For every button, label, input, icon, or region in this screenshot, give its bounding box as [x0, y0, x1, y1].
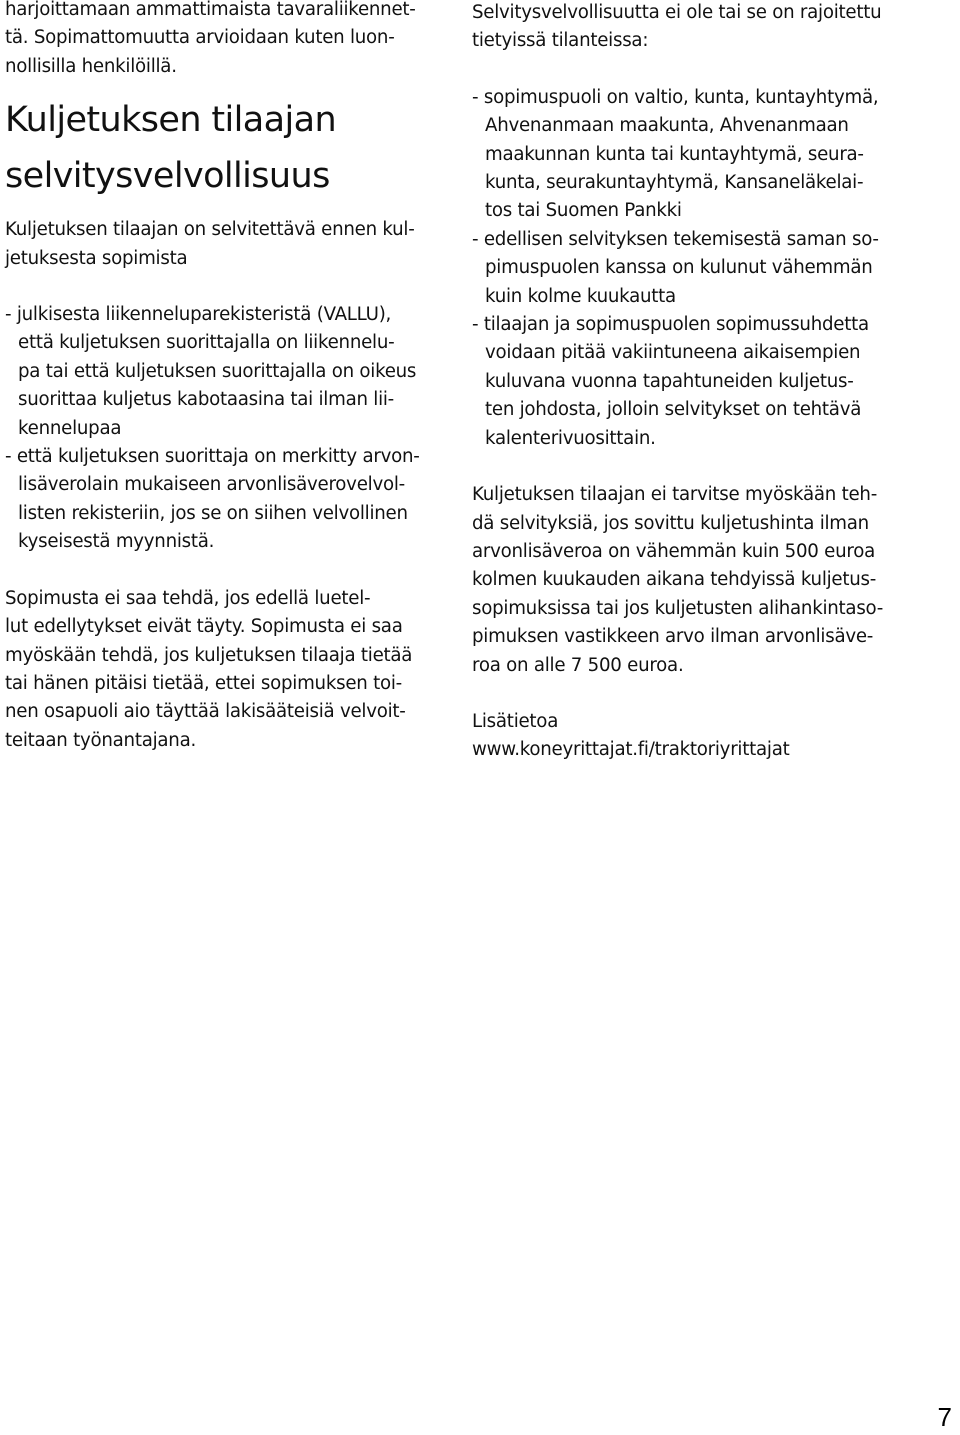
text-line: tai hänen pitäisi tietää, ettei sopimuksen toi-: [5, 672, 402, 694]
text-line: ten johdosta, jolloin selvitykset on tehtävä: [485, 399, 862, 421]
more-info-label: Lisätietoa: [472, 710, 559, 732]
text-line: Selvitysvelvollisuutta ei ole tai se on rajoitettu: [472, 2, 882, 23]
list-item: [5, 301, 445, 443]
text-line: tä. Sopimattomuutta arvioidaan kuten luon-: [5, 27, 395, 49]
text-line: sopimuksissa tai jos kuljetusten alihankintaso-: [472, 597, 884, 619]
right-column: [472, 0, 918, 765]
text-line: - sopimuspuoli on valtio, kunta, kuntayhtymä,: [472, 86, 879, 108]
text-line: arvonlisäveroa on vähemmän kuin 500 euroa: [472, 540, 875, 562]
list-item: [5, 443, 445, 557]
page-number: 7: [937, 1402, 952, 1432]
text-line: - julkisesta liikenneluparekisteristä (VALLU),: [5, 304, 392, 326]
left-column: [5, 0, 445, 755]
text-line: kolmen kuukauden aikana tehdyissä kuljetus-: [472, 569, 877, 591]
text-line: pimuspuolen kanssa on kulunut vähemmän: [485, 257, 873, 279]
text-line: jetuksesta sopimista: [5, 247, 188, 269]
text-line: maakunnan kunta tai kuntayhtymä, seura-: [485, 143, 864, 165]
text-line: - edellisen selvityksen tekemisestä saman so-: [472, 228, 879, 250]
text-line: dä selvityksiä, jos sovittu kuljetushinta ilman: [472, 512, 869, 534]
closing-paragraph: [5, 585, 445, 755]
text-line: teitaan työnantajana.: [5, 729, 197, 751]
text-line: Ahvenanmaan maakunta, Ahvenanmaan: [485, 115, 849, 137]
text-line: - että kuljetuksen suorittaja on merkitty arvon-: [5, 446, 420, 468]
text-line: kuin kolme kuukautta: [485, 285, 676, 307]
text-line: - tilaajan ja sopimuspuolen sopimussuhdetta: [472, 314, 869, 336]
text-line: suorittaa kuljetus kabotaasina tai ilman lii-: [18, 389, 394, 411]
text-line: lisäverolain mukaiseen arvonlisäverovelvol-: [18, 474, 405, 496]
text-line: kyseisestä myynnistä.: [18, 531, 215, 553]
text-line: kuluvana vuonna tapahtuneiden kuljetus-: [485, 370, 854, 392]
text-line: myöskään tehdä, jos kuljetuksen tilaaja tietää: [5, 644, 413, 666]
text-line: pimuksen vastikkeen arvo ilman arvonlisäve-: [472, 626, 874, 648]
section-heading: [5, 92, 445, 204]
more-info: [472, 708, 918, 765]
lead-paragraph: [472, 0, 918, 56]
text-line: lut edellytykset eivät täyty. Sopimusta ei saa: [5, 616, 403, 638]
lead-paragraph: [5, 216, 445, 273]
text-line: nen osapuoli aio täyttää lakisääteisiä velvoit-: [5, 701, 406, 723]
list-item: [472, 84, 918, 226]
text-line: Kuljetuksen tilaajan ei tarvitse myöskään teh-: [472, 484, 878, 506]
text-line: voidaan pitää vakiintuneena aikaisempien: [485, 342, 861, 364]
text-line: tietyissä tilanteissa:: [472, 30, 649, 52]
heading-line: Kuljetuksen tilaajan: [5, 100, 337, 141]
more-info-link[interactable]: www.koneyrittajat.fi/traktoriyrittajat: [472, 739, 790, 761]
text-line: harjoittamaan ammattimaista tavaraliikennet-: [5, 0, 416, 20]
list-item: [472, 311, 918, 453]
text-line: listen rekisteriin, jos se on siihen velvollinen: [18, 502, 408, 524]
text-line: kunta, seurakuntayhtymä, Kansaneläkelai-: [485, 172, 864, 194]
text-line: kennelupaa: [18, 417, 122, 439]
text-line: tos tai Suomen Pankki: [485, 200, 682, 222]
body-paragraph: [472, 481, 918, 680]
text-line: pa tai että kuljetuksen suorittajalla on oikeus: [18, 360, 417, 382]
text-line: Kuljetuksen tilaajan on selvitettävä ennen kul-: [5, 219, 415, 241]
text-line: Sopimusta ei saa tehdä, jos edellä luetel-: [5, 587, 371, 609]
heading-line: selvitysvelvollisuus: [5, 156, 330, 197]
text-line: roa on alle 7 500 euroa.: [472, 654, 684, 676]
text-line: että kuljetuksen suorittajalla on liikennelu-: [18, 332, 395, 354]
text-line: nollisilla henkilöillä.: [5, 55, 177, 77]
list-item: [472, 226, 918, 311]
text-line: kalenterivuosittain.: [485, 427, 656, 449]
intro-paragraph: [5, 0, 445, 81]
